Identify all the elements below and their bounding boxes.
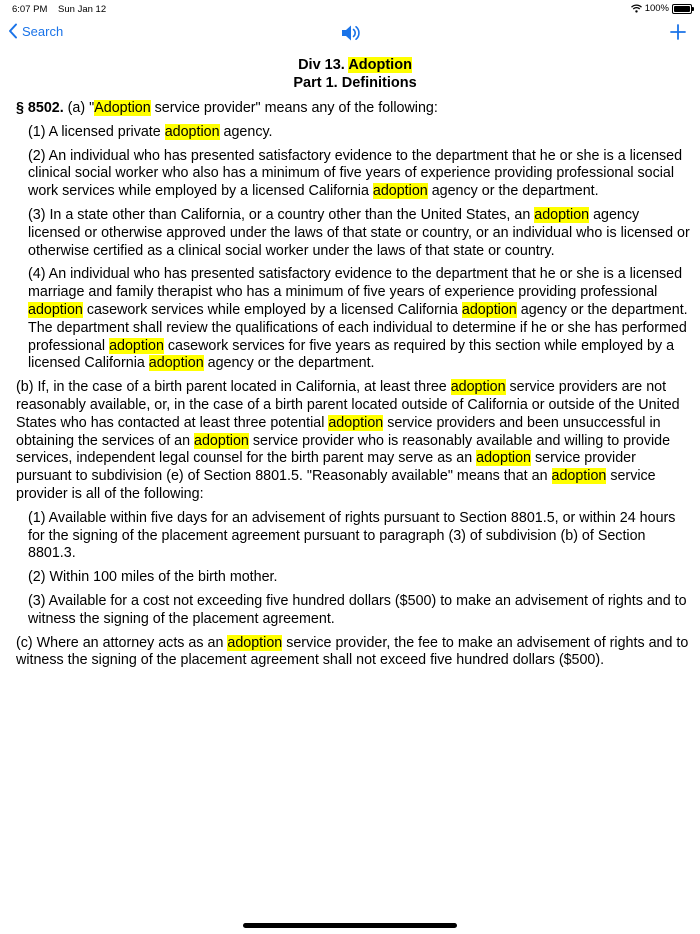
status-right: [631, 3, 692, 14]
chevron-left-icon: [8, 23, 18, 39]
paragraph-a3: (3) In a state other than California, or a country other than the United States, an adoption agency licensed or otherwise approved under the laws of that state or country, or an individual who is licensed or otherwise certified as a clinical social worker under the laws of that state or country.: [28, 206, 690, 259]
back-label: Search: [22, 23, 64, 39]
status-left: [12, 4, 114, 15]
paragraph-a2: (2) An individual who has presented satisfactory evidence to the department that he or she is a licensed clinical social worker who also has a minimum of five years of experience providing professional social work services while employed by a licensed California adoption agency or the department.: [28, 147, 683, 200]
home-indicator[interactable]: [243, 923, 457, 928]
battery-percent: 100%: [644, 3, 669, 14]
paragraph-a4: (4) An individual who has presented satisfactory evidence to the department that he or she is a licensed marriage and family therapist who has a minimum of five years of experience providing professional adoption casework services while employed by a licensed California adoption agency or the department. The department shall review the qualifications of each individual to determine if he or she has performed professional adoption casework services for five years as required by this section while employed by a licensed California adoption agency or the department.: [28, 266, 688, 372]
wifi-icon: [631, 4, 642, 13]
section-number: § 8502.: [16, 100, 64, 116]
division-heading: Div 13. Adoption: [298, 57, 412, 73]
division-highlight: Adoption: [348, 57, 412, 73]
paragraph-b3: (3) Available for a cost not exceeding five hundred dollars ($500) to make an advisement of rights and to witness the signing of the placement agreement.: [28, 592, 687, 627]
paragraph-c: (c) Where an attorney acts as an adoption service provider, the fee to make an advisement of rights and to witness the signing of the placement agreement shall not exceed five hundred dollars ($500).: [16, 634, 689, 669]
part-heading: Part 1. Definitions: [293, 75, 417, 91]
status-date: Sun Jan 12: [58, 4, 107, 15]
status-time: 6:07 PM: [12, 4, 48, 15]
section-intro: § 8502. (a) "Adoption service provider" means any of the following:: [16, 100, 438, 116]
paragraph-b1: (1) Available within five days for an advisement of rights pursuant to Section 8801.5, or within 24 hours for the signing of the placement agreement pursuant to paragraph (3) of subdivision (b) of Section 8801.3.: [28, 509, 676, 562]
add-icon[interactable]: [670, 24, 686, 40]
back-button[interactable]: [8, 23, 63, 39]
status-bar: [0, 0, 700, 18]
paragraph-a1: (1) A licensed private adoption agency.: [28, 123, 273, 140]
battery-icon: [672, 4, 692, 14]
paragraph-b2: (2) Within 100 miles of the birth mother.: [28, 569, 278, 586]
nav-bar: [0, 18, 700, 50]
speaker-icon[interactable]: [339, 22, 361, 44]
paragraph-b: (b) If, in the case of a birth parent located in California, at least three adoption service providers are not reasonably available, or, in the case of a birth parent located outside of California or outside of the United States who has contacted at least three potential adoption service providers and been unsuccessful in obtaining the services of an adoption service provider who is reasonably available and willing to provide services, independent legal counsel for the birth parent may serve as an adoption service provider pursuant to subdivision (e) of Section 8801.5. "Reasonably available" means that an adoption service provider is all of the following:: [16, 379, 680, 502]
document-content: [16, 56, 694, 676]
